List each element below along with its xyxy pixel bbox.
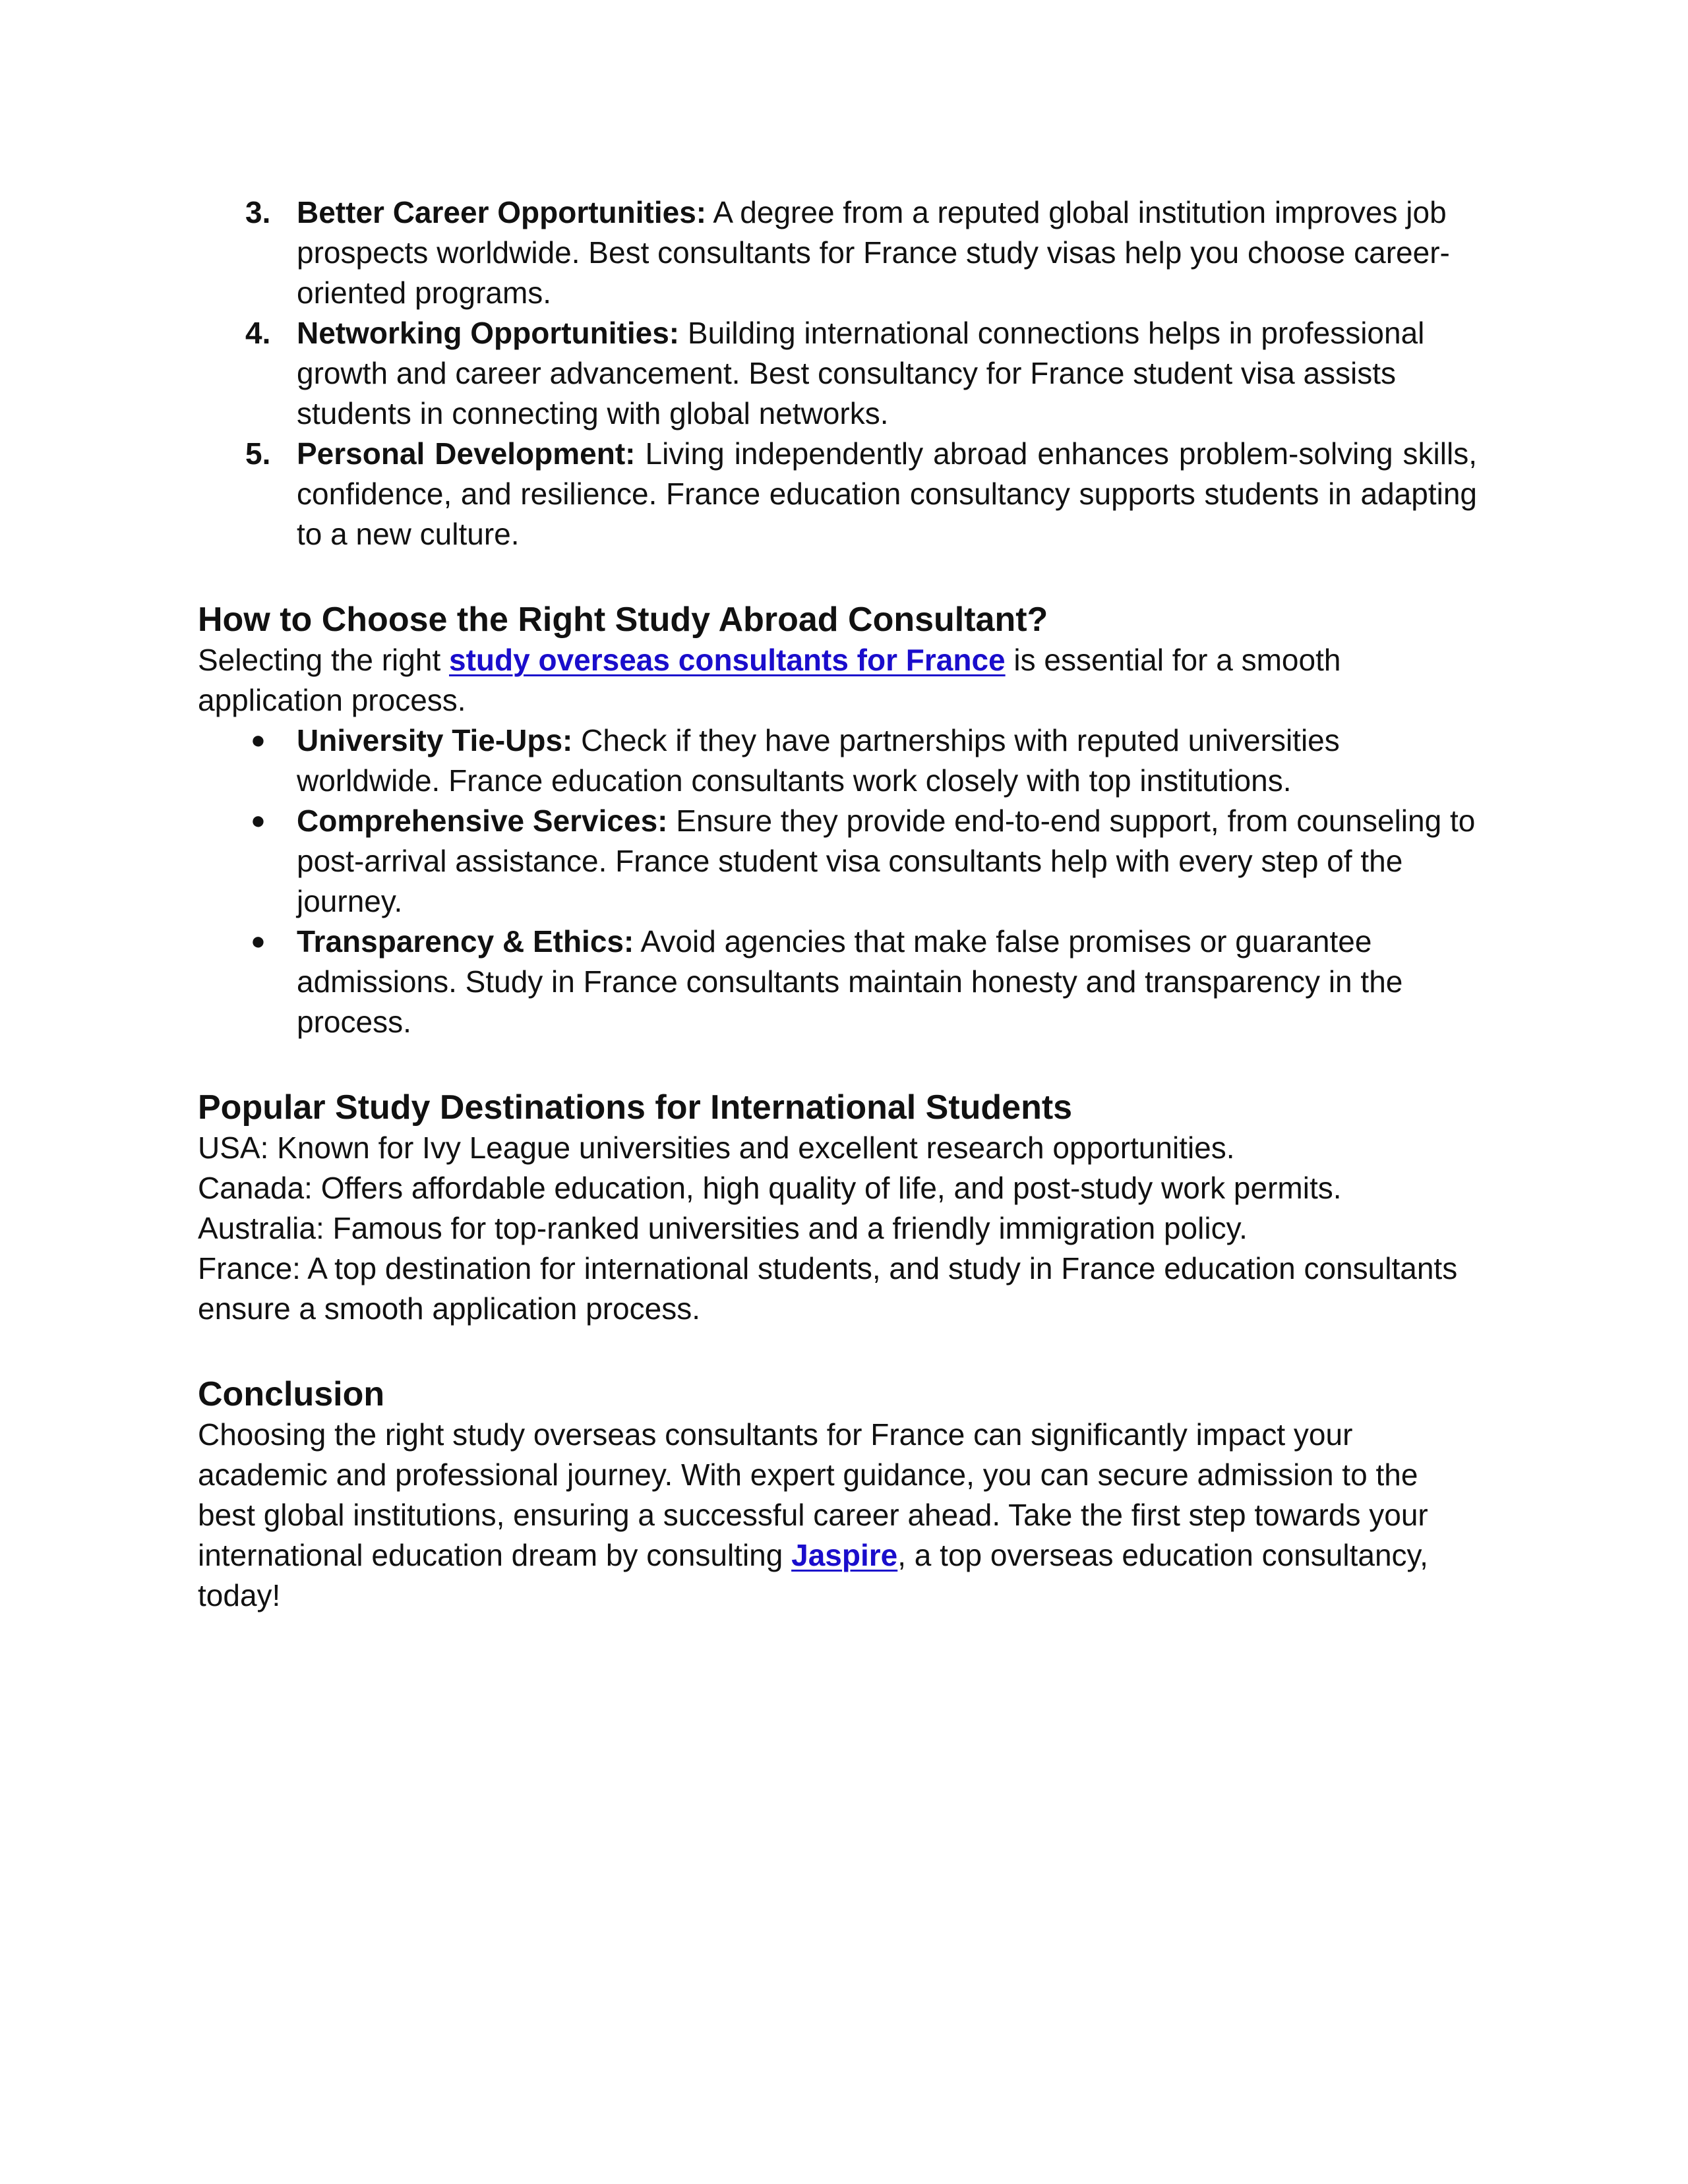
intro-text: is essential for a smooth application process. [198, 643, 1341, 717]
bullet-icon: ● [251, 928, 266, 955]
conclusion-paragraph [198, 1415, 1477, 1616]
section-heading: Conclusion [198, 1375, 385, 1413]
bullet-item-title: Transparency & Ethics: [297, 924, 634, 959]
bullet-item-text: Ensure they provide end-to-end support, from counseling to post-arrival assistance. France student visa consultants help with every step of the journey. [297, 804, 1476, 918]
list-number: 5. [245, 436, 271, 471]
list-item-text: Building international connections helps in professional growth and career advancement. Best consultancy for France student visa assists students in connecting with global networks. [297, 316, 1425, 430]
bullet-item-transparency [198, 922, 1477, 1042]
list-item-text: Living independently abroad enhances problem-solving skills, confidence, and resilience. France education consultancy supports students in adapting to a new culture. [297, 436, 1477, 551]
list-item-personal-development [198, 434, 1477, 554]
list-item-text: A degree from a reputed global institution improves job prospects worldwide. Best consultants for France study visas help you choose career-oriented programs. [297, 195, 1450, 310]
intro-text: Selecting the right [198, 643, 450, 677]
list-item-title: Networking Opportunities: [297, 316, 680, 350]
conclusion-text: , a top overseas education consultancy, today! [198, 1538, 1428, 1612]
list-item-title: Personal Development: [297, 436, 636, 471]
conclusion-section [198, 1374, 1477, 1616]
bullet-item-text: Check if they have partnerships with reputed universities worldwide. France education consultants work closely with top institutions. [297, 723, 1340, 798]
destination-line-usa: USA: Known for Ivy League universities and excellent research opportunities. [198, 1131, 1235, 1165]
bullet-icon: ● [251, 807, 266, 835]
choose-consultant-section [198, 599, 1477, 1042]
section-intro [198, 640, 1477, 721]
bullet-item-text: Avoid agencies that make false promises or guarantee admissions. Study in France consultants maintain honesty and transparency in the process. [297, 924, 1403, 1039]
list-item-title: Better Career Opportunities: [297, 195, 707, 229]
bullet-item-tie-ups [198, 721, 1477, 801]
list-item-networking [198, 313, 1477, 434]
bullet-item-title: Comprehensive Services: [297, 804, 668, 838]
destinations-section [198, 1087, 1477, 1329]
section-heading: Popular Study Destinations for International Students [198, 1088, 1073, 1127]
destination-line-australia: Australia: Famous for top-ranked universities and a friendly immigration policy. [198, 1211, 1248, 1245]
list-number: 4. [245, 316, 271, 350]
destination-line-canada: Canada: Offers affordable education, high quality of life, and post-study work permits. [198, 1171, 1342, 1205]
study-overseas-consultants-link[interactable]: study overseas consultants for France [449, 643, 1006, 677]
destination-line-france: France: A top destination for international students, and study in France education consultants ensure a smooth application process. [198, 1251, 1458, 1326]
section-heading: How to Choose the Right Study Abroad Consultant? [198, 601, 1048, 639]
jaspire-link[interactable]: Jaspire [791, 1538, 898, 1572]
bullet-icon: ● [251, 726, 266, 754]
list-item-career [198, 192, 1477, 313]
conclusion-text: Choosing the right study overseas consultants for France can significantly impact your academic and professional journey. With expert guidance, you can secure admission to the best global institutions, ensuring a successful career ahead. Take the first step towards your international education dream by consulting [198, 1417, 1428, 1572]
list-number: 3. [245, 195, 271, 229]
bullet-item-title: University Tie-Ups: [297, 723, 573, 757]
document-page [198, 192, 1477, 1616]
bullet-item-services [198, 801, 1477, 922]
criteria-bullet-list [198, 721, 1477, 1042]
benefits-numbered-list [198, 192, 1477, 554]
